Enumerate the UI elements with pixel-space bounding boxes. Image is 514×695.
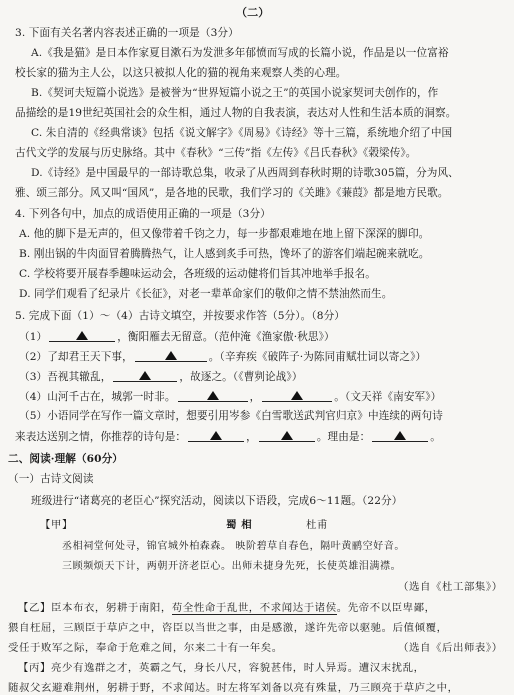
- passage-yi-source: （选自《后出师表》）: [398, 642, 503, 654]
- answer-blank[interactable]: [262, 389, 332, 402]
- answer-blank[interactable]: [188, 429, 244, 442]
- answer-blank[interactable]: [135, 349, 207, 362]
- triangle-icon: [281, 431, 293, 440]
- answer-blank[interactable]: [178, 389, 248, 402]
- q5-item-4: [19, 389, 441, 404]
- q5-item-3: [19, 369, 303, 384]
- q5-item-5-line1: （5）小语同学在写作一篇文章时，想要引用岑参《白雪歌送武判官归京》中连续的两句诗: [19, 410, 443, 422]
- section-header: （二）: [236, 6, 270, 19]
- poem-title: 蜀 相: [226, 519, 253, 531]
- q5-item-3-prefix: （3）吾视其辙乱，: [19, 371, 112, 383]
- triangle-icon: [76, 331, 88, 340]
- q5-item-4-text: 。（文天祥《南安军》）: [334, 391, 442, 403]
- comma: ，: [246, 431, 257, 443]
- answer-blank[interactable]: [49, 329, 115, 342]
- q4-option-b: B. 刚出锅的牛肉面冒着腾腾热气，让人感到炙手可热，馋坏了的游客们端起碗来就吃。: [19, 248, 430, 260]
- q3-option-b-line2: 品描绘的是19世纪英国社会的众生相，通过人物的自我表演，表达对人性和生活本质的洞察。: [15, 107, 457, 119]
- passage-bing-line2: 随叔父玄避难荆州，躬耕于野，不求闻达。时左将军刘备以亮有殊量，乃三顾亮于草庐之中，: [8, 682, 459, 694]
- q5-item-1-prefix: （1）: [19, 331, 48, 343]
- q5-item-4-prefix: （4）山河千古在，城郭一时非。: [19, 391, 176, 403]
- q5-item-2-prefix: （2）了却君王天下事，: [19, 351, 133, 363]
- passage-yi-line3: 受任于败军之际，奉命于危难之间，尔来二十有一年矣。: [8, 642, 283, 654]
- underlined-sentence: 苟全性命于乱世，不求闻达于诸侯: [171, 602, 337, 614]
- q5-item-1: [19, 329, 335, 344]
- q5-item-5-prompt: 来表达送别之情，你推荐的诗句是：: [15, 431, 187, 443]
- q4-option-d: D. 同学们观看了纪录片《长征》，对老一辈革命家们的敬仰之情不禁油然而生。: [19, 288, 393, 300]
- passage-yi-line1: [18, 601, 436, 615]
- q5-item-5-reason-label: 。理由是：: [316, 431, 371, 443]
- q3-option-c-line2: 古代文学的发展与历史脉络。其中《春秋》“三传”指《左传》《吕氏春秋》《榖梁传》。: [15, 147, 417, 159]
- comma: ，: [249, 391, 261, 403]
- passage-yi-text: 【乙】臣本布衣，躬耕于南阳，: [18, 602, 172, 614]
- triangle-icon: [207, 391, 219, 400]
- triangle-icon: [139, 371, 151, 380]
- q3-option-b-line1: B.《契诃夫短篇小说选》是被誉为“世界短篇小说之王”的英国小说家契诃夫创作的，作: [31, 87, 439, 99]
- answer-blank[interactable]: [113, 369, 177, 382]
- q3-option-c-line1: C. 朱自清的《经典常谈》包括《说文解字》《周易》《诗经》等十三篇，系统地介绍了中国: [31, 127, 453, 139]
- triangle-icon: [291, 391, 303, 400]
- triangle-icon: [210, 431, 222, 440]
- q3-option-d-line1: D.《诗经》是中国最早的一部诗歌总集，收录了从西周到春秋时期的诗歌305篇，分为风、: [31, 167, 459, 179]
- q4-title: 4. 下列各句中，加点的成语使用正确的一项是（3分）: [15, 208, 271, 220]
- passage-jia-label: 【甲】: [40, 519, 73, 531]
- q3-option-d-line2: 雅、颂三部分。风又叫“国风”，是各地的民歌，我们学习的《关雎》《蒹葭》都是地方民歌。: [15, 187, 449, 199]
- q5-item-5-line2: [15, 429, 441, 444]
- passage-yi-text: 。先帝不以臣卑鄙，: [336, 602, 436, 614]
- q5-item-1-text: ，衡阳雁去无留意。（范仲淹《渔家傲·秋思》）: [117, 331, 335, 343]
- q5-item-2-text: 。（辛弃疾《破阵子·为陈同甫赋壮词以寄之》）: [208, 351, 427, 363]
- triangle-icon: [165, 351, 177, 360]
- q5-item-2: [19, 349, 426, 364]
- poem-source: （选自《杜工部集》）: [398, 581, 503, 593]
- passage-bing-line1: 【丙】亮少有逸群之才，英霸之气，身长八尺，容貌甚伟，时人异焉。遭汉末扰乱，: [18, 662, 425, 674]
- section-title: 二、阅读·理解（60分）: [8, 453, 123, 465]
- q3-option-a-line1: A.《我是猫》是日本作家夏目漱石为发泄多年郁愤而写成的长篇小说，作品是以一位富裕: [31, 47, 449, 59]
- reading-intro: 班级进行“诸葛亮的老臣心”探究活动，阅读以下语段，完成6～11题。（22分）: [31, 495, 403, 507]
- period: 。: [430, 431, 441, 443]
- poem-line-1: 丞相祠堂何处寻，锦官城外柏森森。 映阶碧草自春色，隔叶黄鹂空好音。: [62, 541, 405, 552]
- poem-author: 杜甫: [306, 519, 328, 531]
- poem-line-2: 三顾频烦天下计，两朝开济老臣心。出师未捷身先死，长使英雄泪满襟。: [62, 561, 402, 572]
- q5-item-3-text: ，故逐之。（《曹刿论战》）: [179, 371, 303, 383]
- q3-title: 3. 下面有关名著内容表述正确的一项是（3分）: [15, 27, 239, 39]
- subsection-title: （一）古诗文阅读: [8, 473, 94, 485]
- answer-blank[interactable]: [372, 429, 428, 442]
- q3-option-a-line2: 校长家的猫为主人公，以这只被拟人化的猫的视角来观察人类的心理。: [15, 67, 347, 79]
- passage-yi-line2: 猥自枉屈，三顾臣于草庐之中，咨臣以当世之事，由是感激，遂许先帝以驱驰。后值倾覆，: [8, 622, 448, 634]
- triangle-icon: [394, 431, 406, 440]
- q4-option-a: A. 他的脚下是无声的，但又像带着千钧之力，每一步都艰难地在地上留下深深的脚印。: [19, 228, 430, 240]
- answer-blank[interactable]: [259, 429, 315, 442]
- q5-title: 5. 完成下面（1）～（4）古诗文填空，并按要求作答（5分）。（8分）: [15, 310, 345, 322]
- q4-option-c: C. 学校将要开展春季趣味运动会，各班级的运动健将们旨其冲地举手报名。: [19, 268, 376, 280]
